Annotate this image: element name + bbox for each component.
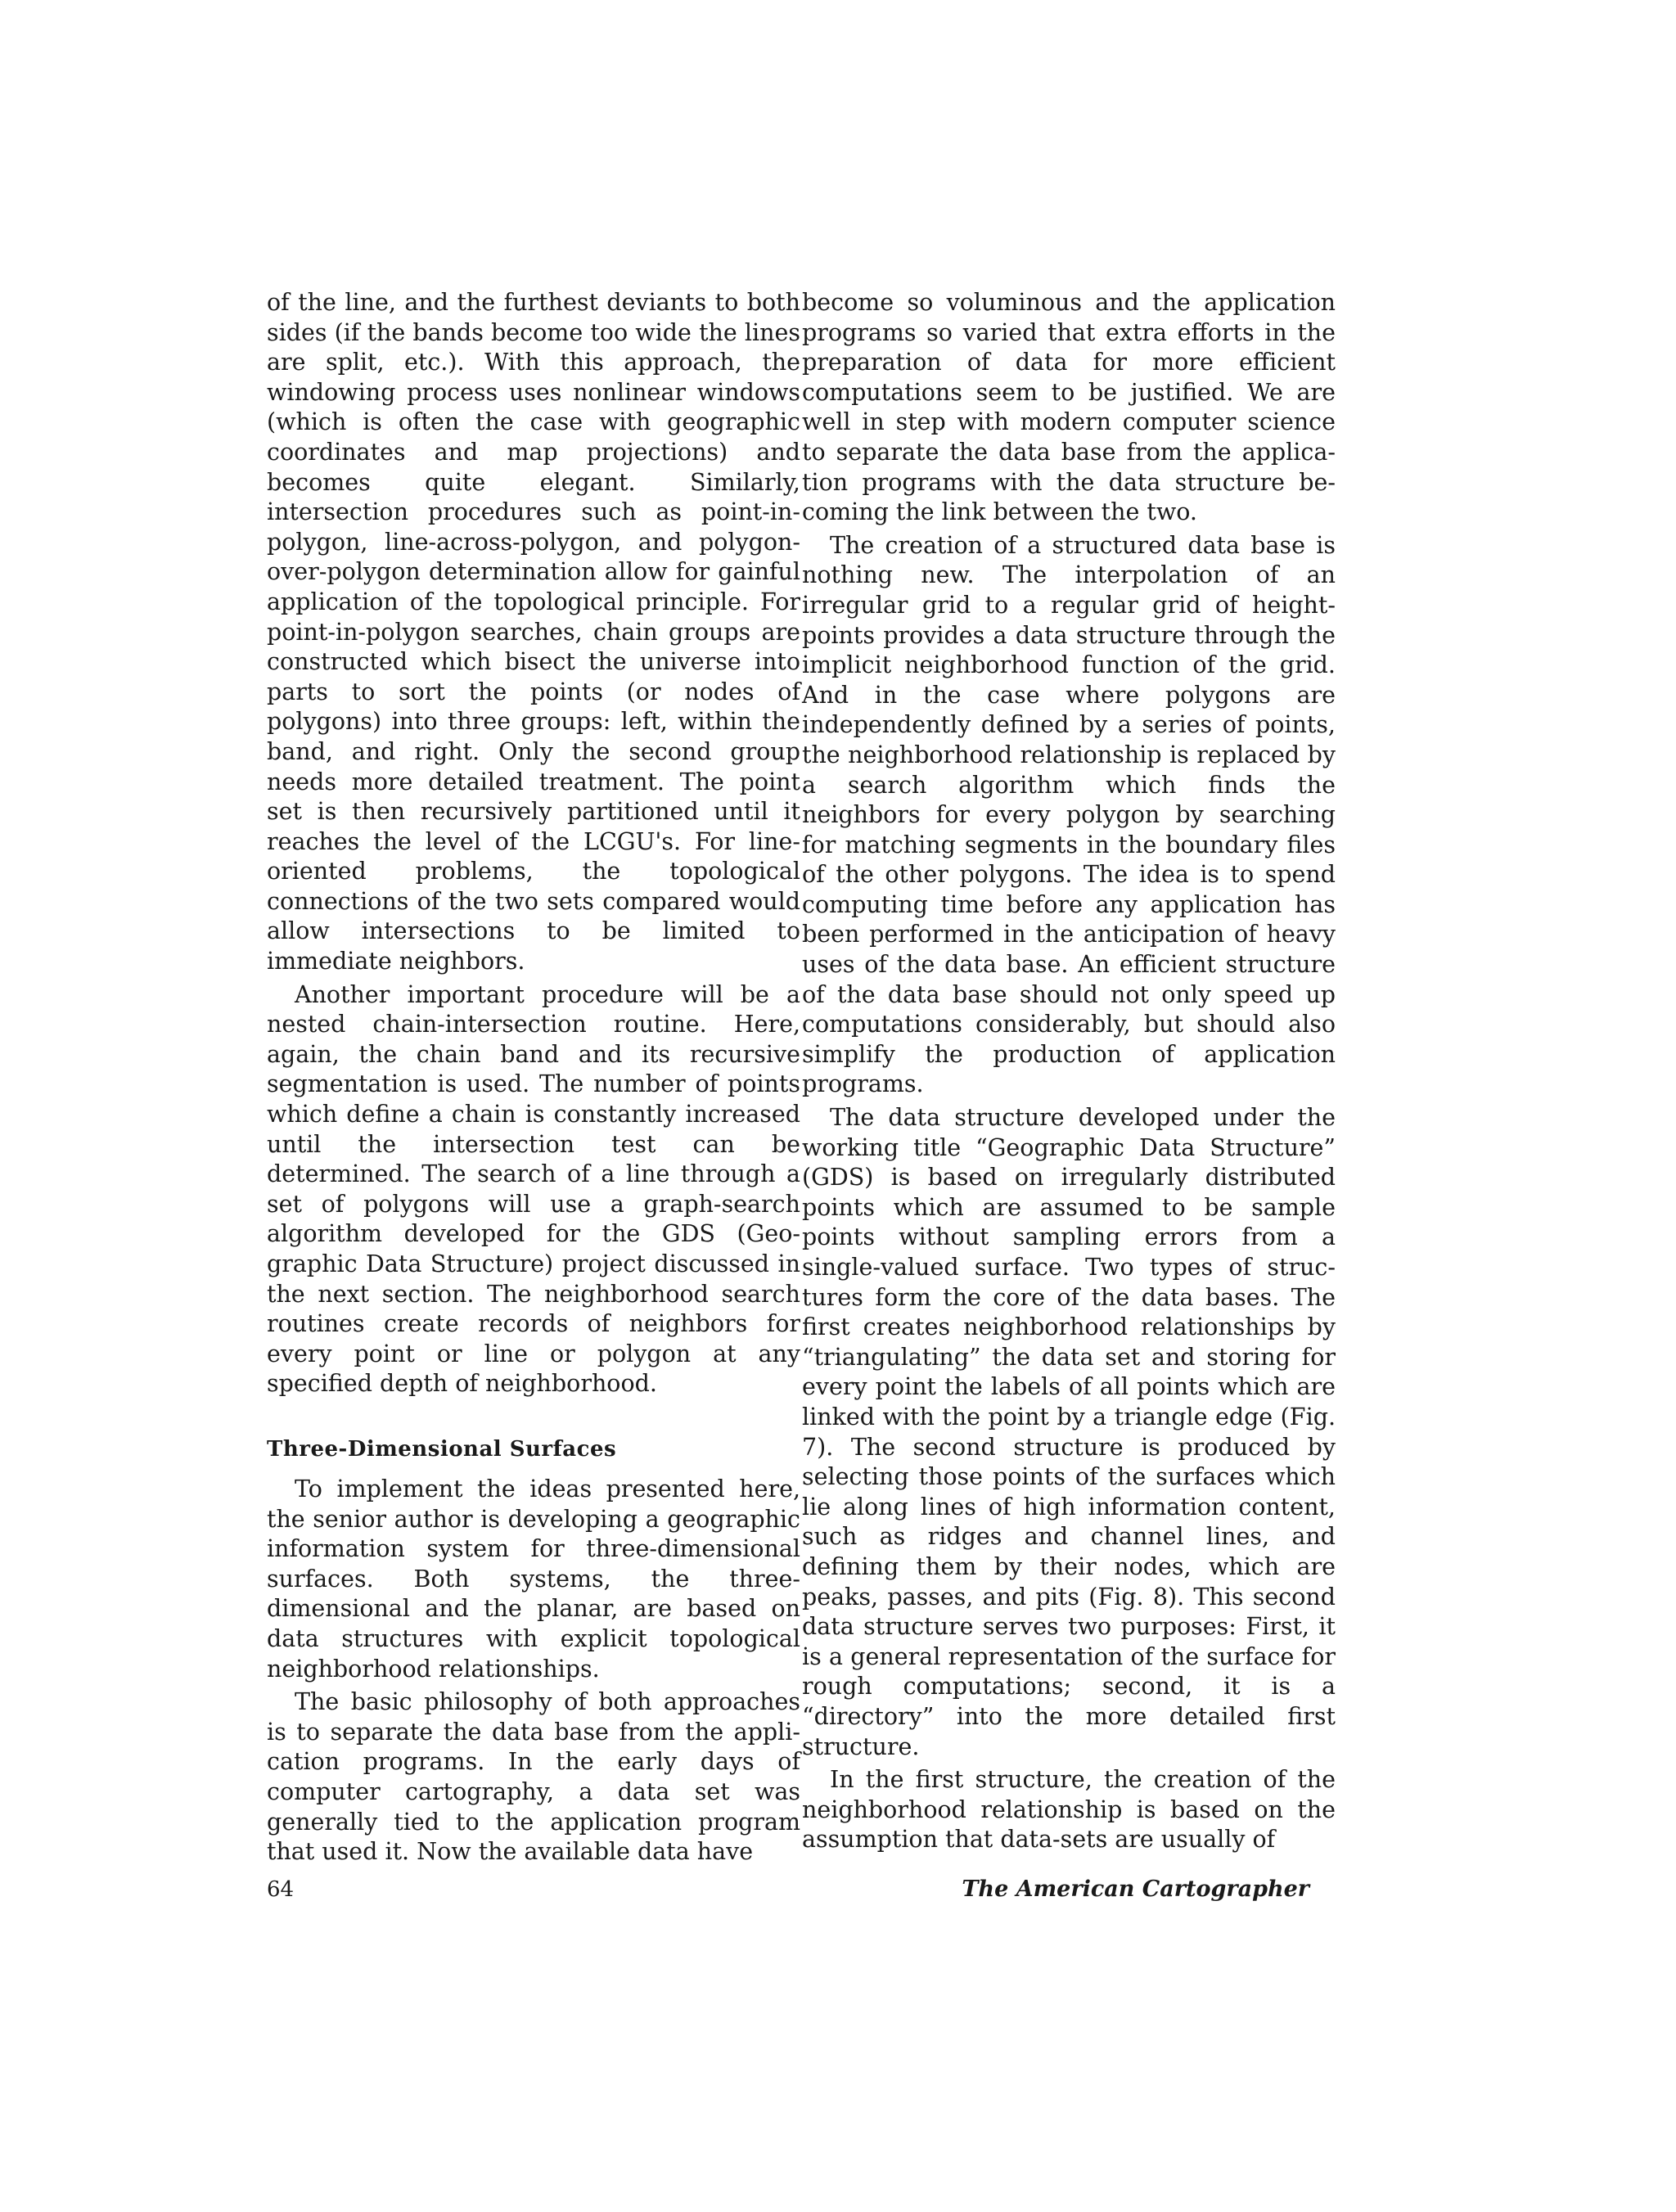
body-paragraph: The creation of a structured data base is nothing new. The interpolation of an irregular grid to a regular grid of height-points provides a data structure through the implicit neighborhood function of the grid. And in the case where polygons are independently defined by a series of points, the neighborhood relationship is replaced by a search algorithm which finds the neighbors for every polygon by searching for matching segments in the boundary files of the other polygons. The idea is to spend computing time before any application has been performed in the anticipation of heavy uses of the data base. An efficient structure of the data base should not only speed up computations considerably, but should also simplify the production of application programs.	[802, 531, 1336, 1098]
left-column	[267, 288, 800, 1871]
body-paragraph: The basic philosophy of both approaches is to separate the data base from the application programs. In the early days of computer cartography, a data set was generally tied to the application program that used it. Now the available data have	[267, 1688, 800, 1866]
section-heading: Three-Dimensional Surfaces	[267, 1436, 617, 1462]
page-number: 64	[267, 1877, 295, 1902]
body-paragraph: become so voluminous and the application programs so varied that extra efforts in the preparation of data for more efficient computations seem to be justified. We are well in step with modern computer science to separate the data base from the application programs with the data structure becoming the link between the two.	[802, 289, 1336, 526]
body-paragraph: In the first structure, the creation of the neighborhood relationship is based on the assumption that data-sets are usually of	[802, 1766, 1336, 1854]
body-paragraph: of the line, and the furthest deviants to both sides (if the bands become too wide the lines are split, etc.). With this approach, the windowing process uses nonlinear windows (which is often the case with geographic coordinates and map projections) and becomes quite elegant. Similarly, intersection procedures such as point-in-polygon, line-across-polygon, and polygon-over-polygon determination allow for gainful application of the topological principle. For point-in-polygon searches, chain groups are constructed which bisect the universe into parts to sort the points (or nodes of polygons) into three groups: left, within the band, and right. Only the second group needs more detailed treatment. The point set is then recursively partitioned until it reaches the level of the LCGU's. For line-oriented problems, the topological connections of the two sets compared would allow intersections to be limited to immediate neighbors.	[267, 289, 800, 975]
right-column	[802, 288, 1336, 1858]
body-paragraph: Another important procedure will be a nested chain-intersection routine. Here, again, the chain band and its recursive segmentation is used. The number of points which define a chain is constantly increased until the intersection test can be determined. The search of a line through a set of polygons will use a graph-search algorithm developed for the GDS (Geographic Data Structure) project discussed in the next section. The neighborhood search routines create records of neighbors for every point or line or polygon at any specified depth of neighborhood.	[267, 980, 800, 1398]
body-paragraph: The data structure developed under the working title “Geographic Data Structure” (GDS) is based on irregularly distributed points which are assumed to be sample points without sampling errors from a single-valued surface. Two types of structures form the core of the data bases. The first creates neighborhood relationships by “triangulating” the data set and storing for every point the labels of all points which are linked with the point by a triangle edge (Fig. 7). The second structure is produced by selecting those points of the surfaces which lie along lines of high information content, such as ridges and channel lines, and defining them by their nodes, which are peaks, passes, and pits (Fig. 8). This second data structure serves two purposes: First, it is a general representation of the surface for rough computations; second, it is a “directory” into the more detailed first structure.	[802, 1104, 1336, 1760]
journal-title: The American Cartographer	[962, 1876, 1309, 1902]
body-paragraph: To implement the ideas presented here, the senior author is developing a geographic information system for three-dimensional surfaces. Both systems, the three-dimensional and the planar, are based on data structures with explicit topological neighborhood relationships.	[267, 1475, 800, 1683]
